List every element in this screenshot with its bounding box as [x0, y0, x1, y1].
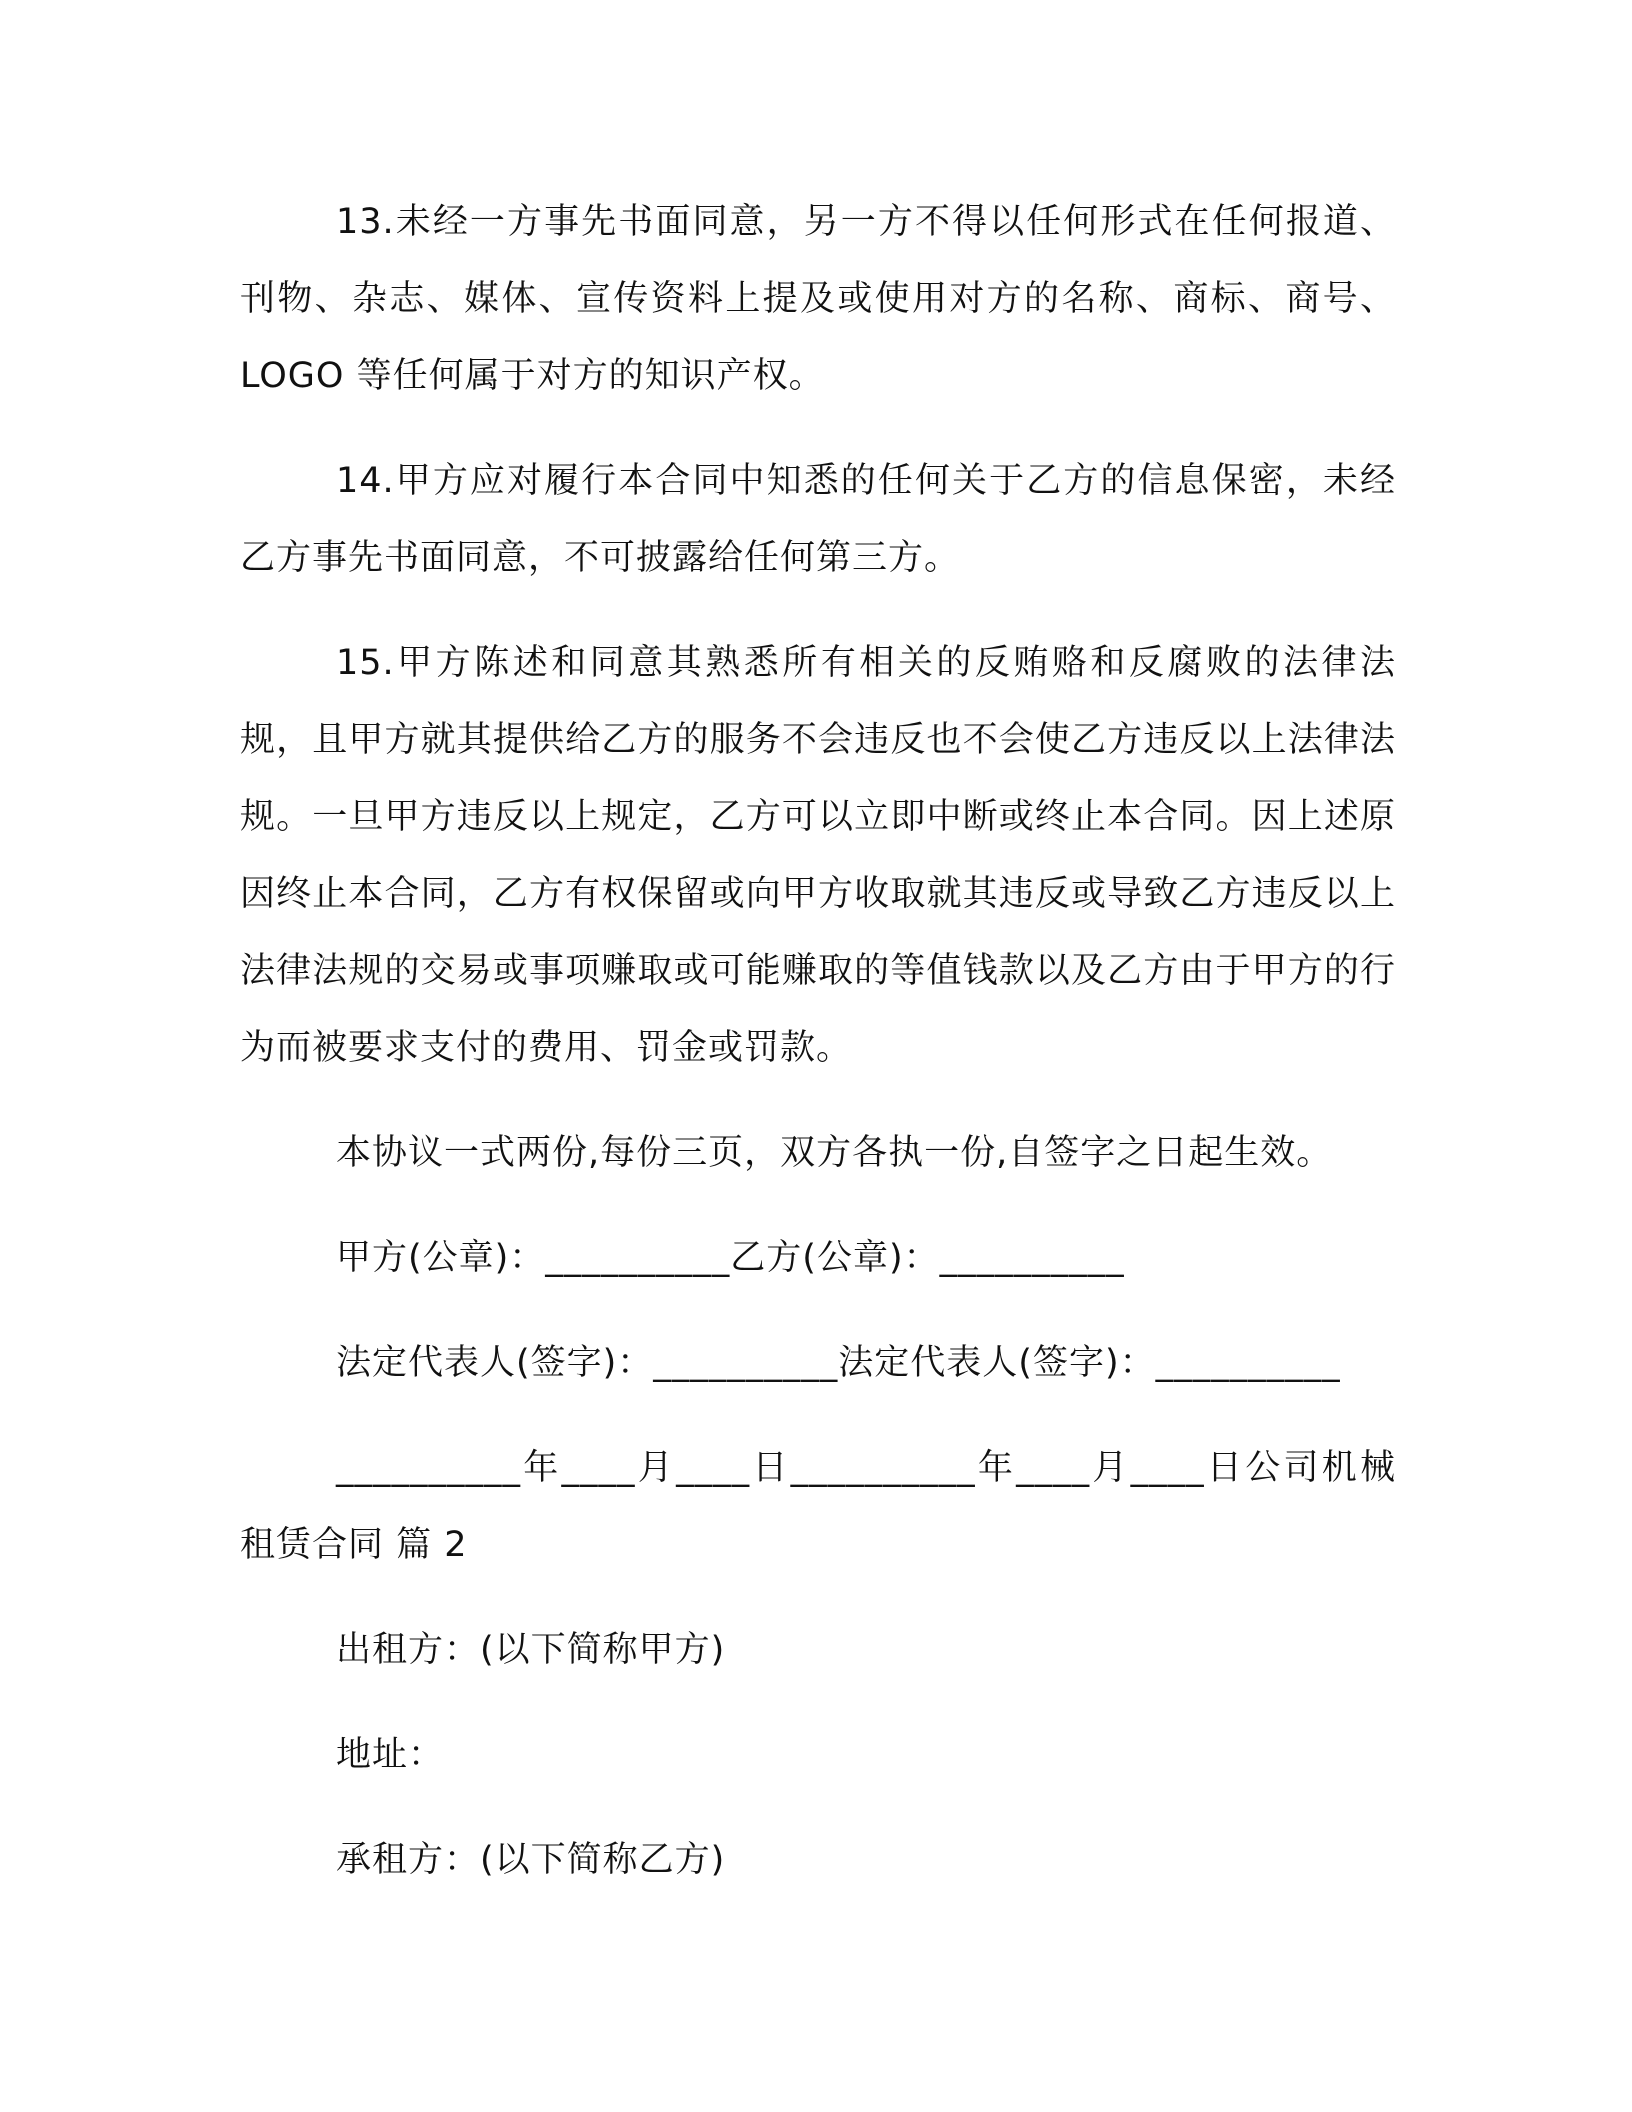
representative-signature-line: 法定代表人(签字)：__________法定代表人(签字)：__________ [336, 1343, 1341, 1383]
clause-14: 14.甲方应对履行本合同中知悉的任何关于乙方的信息保密，未经乙方事先书面同意，不可披露给任何第三方。 [240, 461, 1396, 578]
clause-13: 13.未经一方事先书面同意，另一方不得以任何形式在任何报道、刊物、杂志、媒体、宣传资料上提及或使用对方的名称、商标、商号、LOGO 等任何属于对方的知识产权。 [240, 202, 1396, 396]
document-body [240, 184, 1396, 1927]
seal-line: 甲方(公章)：__________乙方(公章)：__________ [336, 1238, 1125, 1278]
lessor-label: 出租方：(以下简称甲方) [336, 1630, 726, 1670]
clause-15: 15.甲方陈述和同意其熟悉所有相关的反贿赂和反腐败的法律法规，且甲方就其提供给乙方的服务不会违反也不会使乙方违反以上法律法规。一旦甲方违反以上规定，乙方可以立即中断或终止本合同。因上述原因终止本合同，乙方有权保留或向甲方收取就其违反或导致乙方违反以上法律法规的交易或事项赚取或可能赚取的等值钱款以及乙方由于甲方的行为而被要求支付的费用、罚金或罚款。 [240, 643, 1396, 1068]
date-line-and-next-contract-title: __________年____月____日__________年____月____日公司机械租赁合同 篇 2 [240, 1448, 1396, 1565]
address-label: 地址： [336, 1735, 445, 1775]
agreement-statement: 本协议一式两份,每份三页，双方各执一份,自签字之日起生效。 [336, 1133, 1333, 1173]
lessee-label: 承租方：(以下简称乙方) [336, 1840, 726, 1880]
